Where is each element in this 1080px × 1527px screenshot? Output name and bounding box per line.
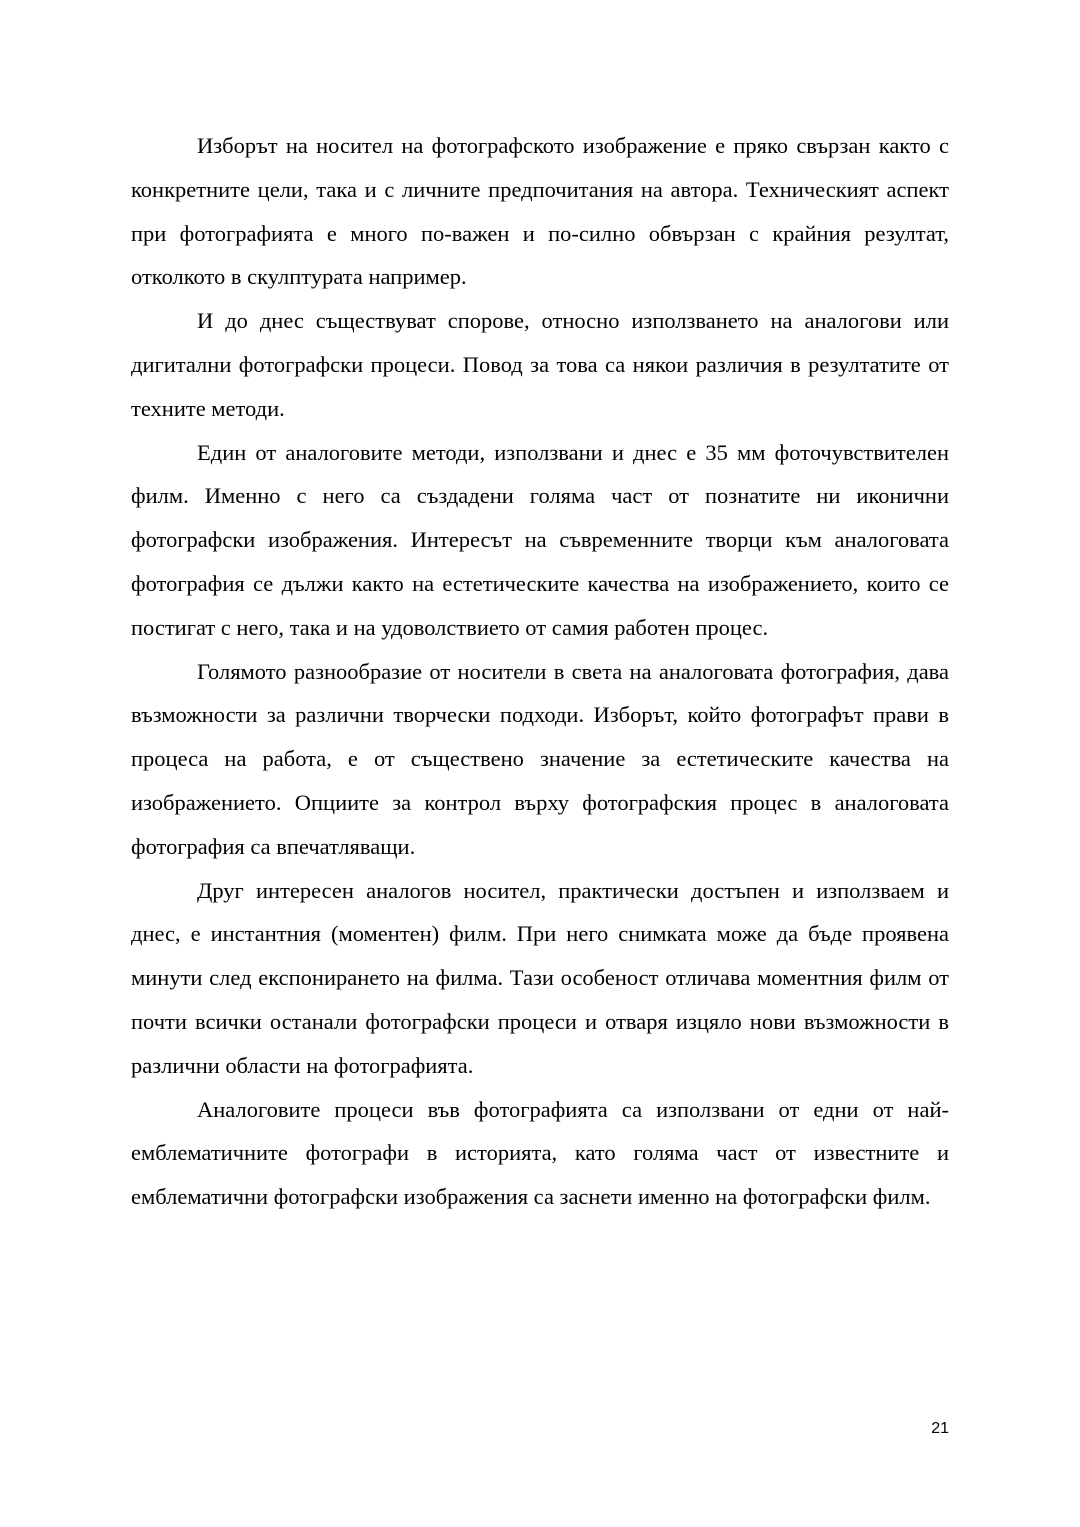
paragraph: И до днес съществуват спорове, относно използването на аналогови или дигитални фотографски процеси. Повод за това са някои различия в резултатите от техните методи. (131, 308, 949, 421)
paragraph: Един от аналоговите методи, използвани и днес е 35 мм фоточувствителен филм. Именно с него са създадени голяма част от познатите ни иконични фотографски изображения. Интересът на съвременните творци към аналоговата фотография се дължи както на естетическите качества на изображението, които се постигат с него, така и на удоволствието от самия работен процес. (131, 439, 949, 640)
paragraph: Голямото разнообразие от носители в света на аналоговата фотография, дава възможности за различни творчески подходи. Изборът, който фотографът прави в процеса на работа, е от съществено значение за естетическите качества на изображението. Опциите за контрол върху фотографския процес в аналоговата фотография са впечатляващи. (131, 658, 949, 859)
page-number: 21 (931, 1420, 949, 1437)
paragraph: Друг интересен аналогов носител, практически достъпен и използваем и днес, е инстантния (моментен) филм. При него снимката може да бъде проявена минути след експонирането на филма. Тази особеност отличава моментния филм от почти всички останали фотографски процеси и отваря изцяло нови възможности в различни области на фотографията. (131, 877, 949, 1078)
body-text (131, 124, 949, 1219)
paragraph: Изборът на носител на фотографското изображение е пряко свързан както с конкретните цели, така и с личните предпочитания на автора. Техническият аспект при фотографията е много по-важен и по-силно обвързан с крайния резултат, отколкото в скулптурата например. (131, 133, 949, 290)
paragraph: Аналоговите процеси във фотографията са използвани от едни от най-емблематичните фотографи в историята, като голяма част от известните и емблематични фотографски изображения са заснети именно на фотографски филм. (131, 1096, 949, 1210)
